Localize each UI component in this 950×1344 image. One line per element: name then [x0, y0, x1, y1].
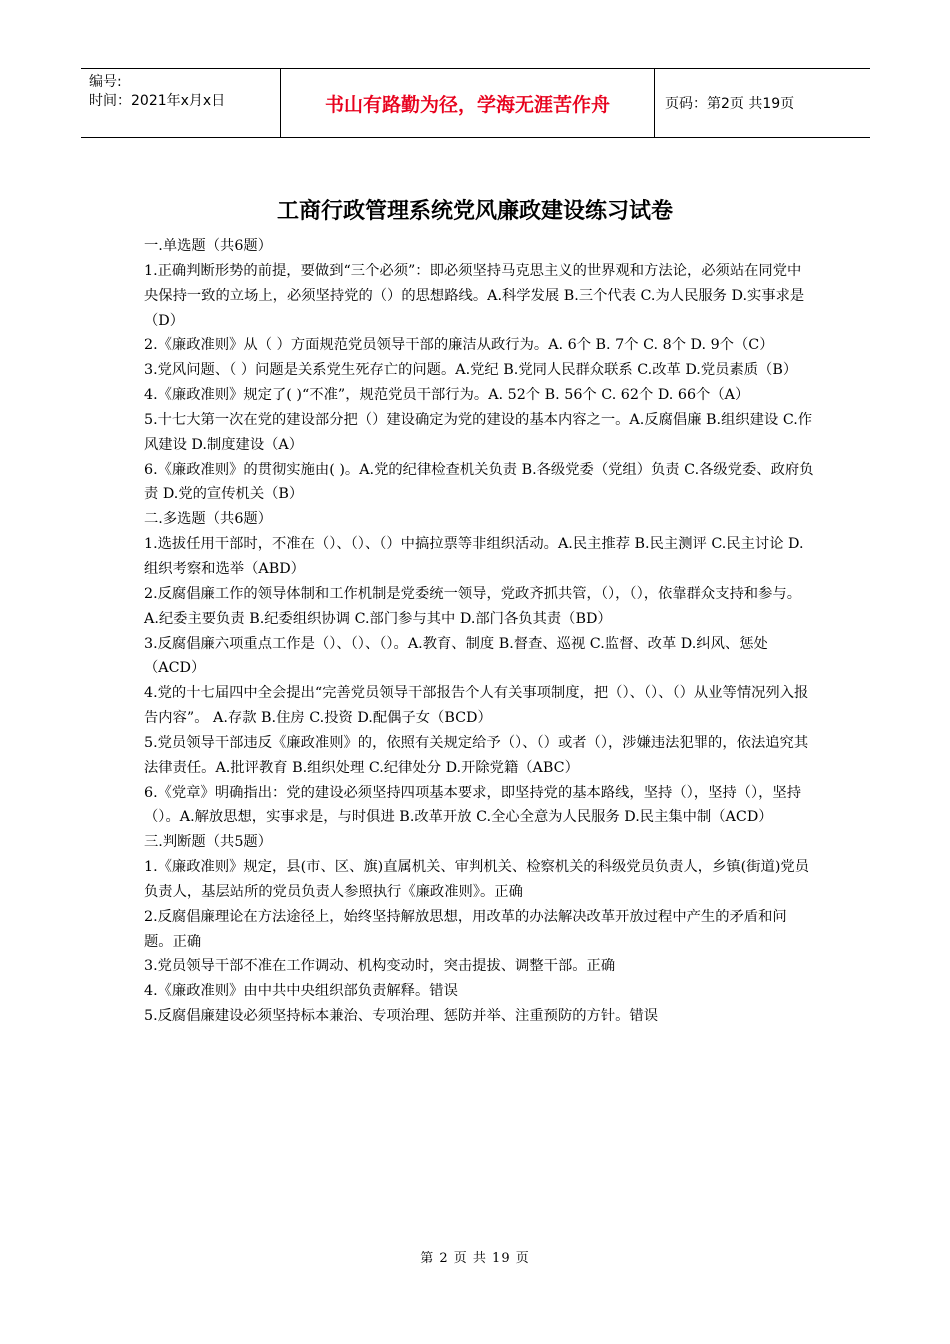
document-title: 工商行政管理系统党风廉政建设练习试卷: [276, 199, 673, 224]
question-item: 3.反腐倡廉六项重点工作是（）、（）、（）。A.教育、制度 B.督查、巡视 C.监督、改革 D.纠风、惩处（ACD）: [144, 635, 768, 677]
header-meta: [81, 69, 281, 137]
question-item: 1.正确判断形势的前提，要做到“三个必须”：即必须坚持马克思主义的世界观和方法论，必须站在同党中央保持一致的立场上，必须坚持党的（）的思想路线。A.科学发展 B.三个代表 C.为人民服务 D.实事求是（D）: [144, 262, 805, 329]
document-number-label: 编号:: [89, 74, 122, 90]
question-item: 4.《廉政准则》规定了( )“不准”，规范党员干部行为。A. 52个 B. 56个 C. 62个 D. 66个（A）: [144, 387, 750, 404]
question-item: 6.《党章》明确指出：党的建设必须坚持四项基本要求，即坚持党的基本路线，坚持（），坚持（），坚持（）。A.解放思想，实事求是，与时俱进 B.改革开放 C.全心全意为人民服务 D.民主集中制（ACD）: [144, 784, 801, 826]
document-time-label: 时间：2021年x月x日: [89, 93, 226, 109]
question-item: 2.《廉政准则》从（ ）方面规范党员领导干部的廉洁从政行为。A. 6个 B. 7个 C. 8个 D. 9个（C）: [144, 337, 774, 354]
question-item: 6.《廉政准则》的贯彻实施由( )。A.党的纪律检查机关负责 B.各级党委（党组）负责 C.各级党委、政府负责 D.党的宣传机关（B）: [144, 461, 814, 503]
page-header: [81, 68, 870, 138]
section-heading-multiple-choice: 二.多选题（共6题）: [144, 511, 273, 528]
document-body: [144, 234, 814, 1029]
question-item: 5.党员领导干部违反《廉政准则》的，依照有关规定给予（）、（）或者（），涉嫌违法犯罪的，依法追究其法律责任。A.批评教育 B.组织处理 C.纪律处分 D.开除党籍（ABC）: [144, 734, 809, 776]
page-footer: 第 2 页 共 19 页: [420, 1251, 530, 1266]
question-item: 4.《廉政准则》由中共中央组织部负责解释。错误: [144, 983, 458, 1000]
header-page-indicator: 页码：第2页 共19页: [665, 96, 795, 112]
section-heading-single-choice: 一.单选题（共6题）: [144, 238, 273, 254]
question-item: 1.选拔任用干部时，不准在（）、（）、（）中搞拉票等非组织活动。A.民主推荐 B.民主测评 C.民主讨论 D.组织考察和选举（ABD）: [144, 536, 804, 577]
question-item: 2.反腐倡廉理论在方法途径上，始终坚持解放思想，用改革的办法解决改革开放过程中产生的矛盾和问题。正确: [144, 908, 787, 950]
question-item: 5.十七大第一次在党的建设部分把（）建设确定为党的建设的基本内容之一。A.反腐倡廉 B.组织建设 C.作风建设 D.制度建设（A）: [144, 411, 813, 453]
question-item: 1.《廉政准则》规定，县(市、区、旗)直属机关、审判机关、检察机关的科级党员负责人，乡镇(街道)党员负责人，基层站所的党员负责人参照执行《廉政准则》。正确: [144, 859, 810, 900]
section-heading-true-false: 三.判断题（共5题）: [144, 834, 273, 851]
question-item: 5.反腐倡廉建设必须坚持标本兼治、专项治理、惩防并举、注重预防的方针。错误: [144, 1008, 659, 1025]
question-item: 2.反腐倡廉工作的领导体制和工作机制是党委统一领导，党政齐抓共管，（），（），依靠群众支持和参与。A.纪委主要负责 B.纪委组织协调 C.部门参与其中 D.部门各负其责（BD）: [144, 585, 801, 627]
header-motto: 书山有路勤为径，学海无涯苦作舟: [281, 69, 655, 137]
question-item: 3.党员领导干部不准在工作调动、机构变动时，突击提拔、调整干部。正确: [144, 958, 616, 975]
question-item: 3.党风问题、（ ）问题是关系党生死存亡的问题。A.党纪 B.党同人民群众联系 C.改革 D.党员素质（B）: [144, 362, 798, 379]
question-item: 4.党的十七届四中全会提出“完善党员领导干部报告个人有关事项制度，把（）、（）、（）从业等情况列入报告内容”。 A.存款 B.住房 C.投资 D.配偶子女（BCD）: [144, 685, 809, 727]
